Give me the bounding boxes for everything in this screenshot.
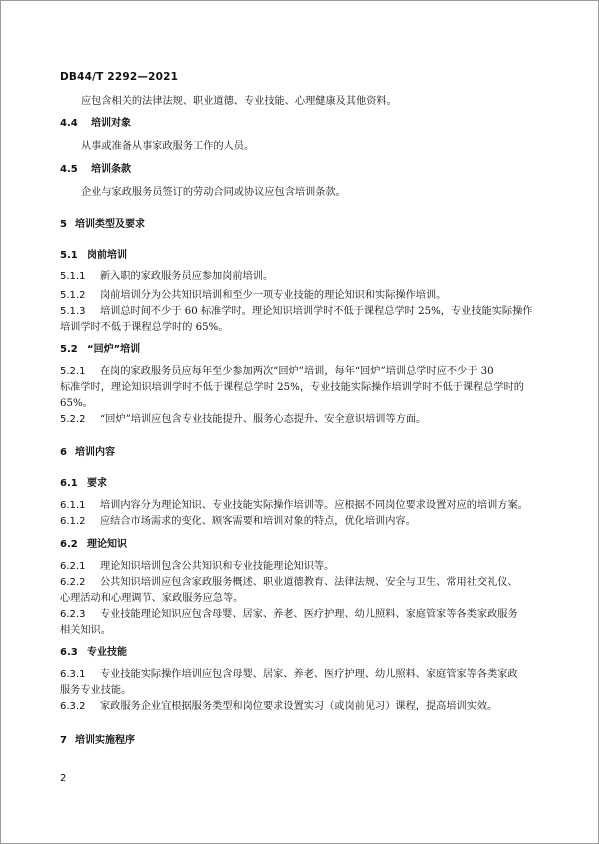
clause-6-3-1 — [60, 668, 518, 682]
section-title: 培训实施程序 — [75, 735, 135, 746]
clause-text: 培训内容分为理论知识、专业技能实际操作培训等。应根据不同岗位要求设置对应的培训方案。 — [100, 500, 528, 511]
section-title: 培训对象 — [91, 118, 131, 129]
clause-text: 家政服务企业宜根据服务类型和岗位要求设置实习（或岗前见习）课程，提高培训实效。 — [100, 701, 498, 712]
section-title: 培训类型及要求 — [75, 219, 145, 230]
clause-5-2-1 — [60, 365, 494, 379]
section-heading-6-3 — [60, 646, 127, 660]
section-title: 培训内容 — [75, 447, 115, 458]
section-title: 专业技能 — [87, 647, 127, 658]
clause-number: 6.3.2 — [60, 701, 86, 712]
clause-continuation: 服务专业技能。 — [60, 685, 132, 696]
clause-number: 5.2.1 — [60, 366, 86, 377]
section-number: 6 — [60, 447, 67, 458]
clause-number: 6.2.3 — [60, 609, 86, 620]
section-number: 4.5 — [60, 164, 78, 175]
section-heading-5-2 — [60, 343, 140, 357]
section-title: 培训条款 — [91, 164, 131, 175]
clause-continuation: 相关知识。 — [60, 625, 111, 636]
body-paragraph: 企业与家政服务员签订的劳动合同或协议应包含培训条款。 — [81, 187, 346, 198]
section-heading-5-1 — [60, 249, 127, 263]
clause-text: 岗前培训分为公共知识培训和至少一项专业技能的理论知识和实际操作培训。 — [100, 290, 447, 301]
clause-text: 新入职的家政服务员应参加岗前培训。 — [100, 271, 274, 282]
clause-text: 专业技能实际操作培训应包含母婴、居家、养老、医疗护理、幼儿照料、家庭管家等各类家政 — [100, 669, 518, 680]
section-title: 岗前培训 — [87, 250, 127, 261]
clause-5-2-2 — [60, 413, 426, 427]
clause-6-3-2 — [60, 700, 497, 714]
clause-number: 5.1.1 — [60, 271, 86, 282]
clause-continuation: 标准学时，理论知识培训学时不低于课程总学时 25%，专业技能实际操作培训学时不低于课程总学时的 — [60, 382, 524, 393]
clause-number: 6.3.1 — [60, 669, 86, 680]
clause-number: 6.2.1 — [60, 561, 86, 572]
section-number: 7 — [60, 735, 67, 746]
clause-6-2-1 — [60, 560, 334, 574]
section-title: 理论知识 — [87, 539, 127, 550]
clause-number: 5.1.2 — [60, 290, 86, 301]
standard-code: DB44/T 2292—2021 — [60, 71, 179, 83]
section-title: 要求 — [87, 478, 107, 489]
section-number: 6.1 — [60, 478, 78, 489]
page-number: 2 — [60, 773, 67, 784]
section-heading-4-4 — [60, 117, 131, 131]
section-number: 6.2 — [60, 539, 78, 550]
body-paragraph: 应包含相关的法律法规、职业道德、专业技能、心理健康及其他资料。 — [81, 96, 397, 107]
clause-number: 5.1.3 — [60, 306, 86, 317]
section-number: 6.3 — [60, 647, 78, 658]
section-number: 5.2 — [60, 344, 78, 355]
clause-continuation: 培训学时不低于课程总学时的 65%。 — [60, 322, 229, 333]
clause-number: 6.2.2 — [60, 577, 86, 588]
clause-text: 理论知识培训包含公共知识和专业技能理论知识等。 — [100, 561, 335, 572]
clause-number: 5.2.2 — [60, 414, 86, 425]
clause-text: 在岗的家政服务员应每年至少参加两次“回炉”培训，每年“回炉”培训总学时应不少于 30 — [100, 366, 494, 377]
clause-6-2-3 — [60, 608, 518, 622]
clause-5-1-3 — [60, 305, 532, 319]
section-heading-4-5 — [60, 163, 131, 177]
clause-number: 6.1.2 — [60, 516, 86, 527]
section-title: “回炉”培训 — [87, 344, 141, 355]
clause-continuation: 65%。 — [60, 398, 93, 409]
section-heading-6-2 — [60, 538, 127, 552]
clause-continuation: 心理活动和心理调节、家政服务应急等。 — [60, 593, 244, 604]
clause-text: 培训总时间不少于 60 标准学时。理论知识培训学时不低于课程总学时 25%，专业技能实际操作 — [100, 306, 533, 317]
clause-6-2-2 — [60, 576, 518, 590]
clause-text: 专业技能理论知识应包含母婴、居家、养老、医疗护理、幼儿照料、家庭管家等各类家政服务 — [100, 609, 518, 620]
body-paragraph: 从事或准备从事家政服务工作的人员。 — [81, 141, 255, 152]
section-heading-6 — [60, 446, 115, 460]
section-heading-5 — [60, 218, 145, 232]
section-heading-7 — [60, 734, 135, 748]
section-number: 5 — [60, 219, 67, 230]
section-heading-6-1 — [60, 477, 107, 491]
section-number: 5.1 — [60, 250, 78, 261]
clause-number: 6.1.1 — [60, 500, 86, 511]
clause-6-1-2 — [60, 515, 416, 529]
clause-5-1-1 — [60, 270, 273, 284]
clause-text: 应结合市场需求的变化、顾客需要和培训对象的特点，优化培训内容。 — [100, 516, 416, 527]
clause-text: 公共知识培训应包含家政服务概述、职业道德教育、法律法规、安全与卫生、常用社交礼仪、 — [100, 577, 518, 588]
section-number: 4.4 — [60, 118, 78, 129]
clause-5-1-2 — [60, 289, 446, 303]
clause-6-1-1 — [60, 499, 528, 513]
clause-text: “回炉”培训应包含专业技能提升、服务心态提升、安全意识培训等方面。 — [100, 414, 427, 425]
